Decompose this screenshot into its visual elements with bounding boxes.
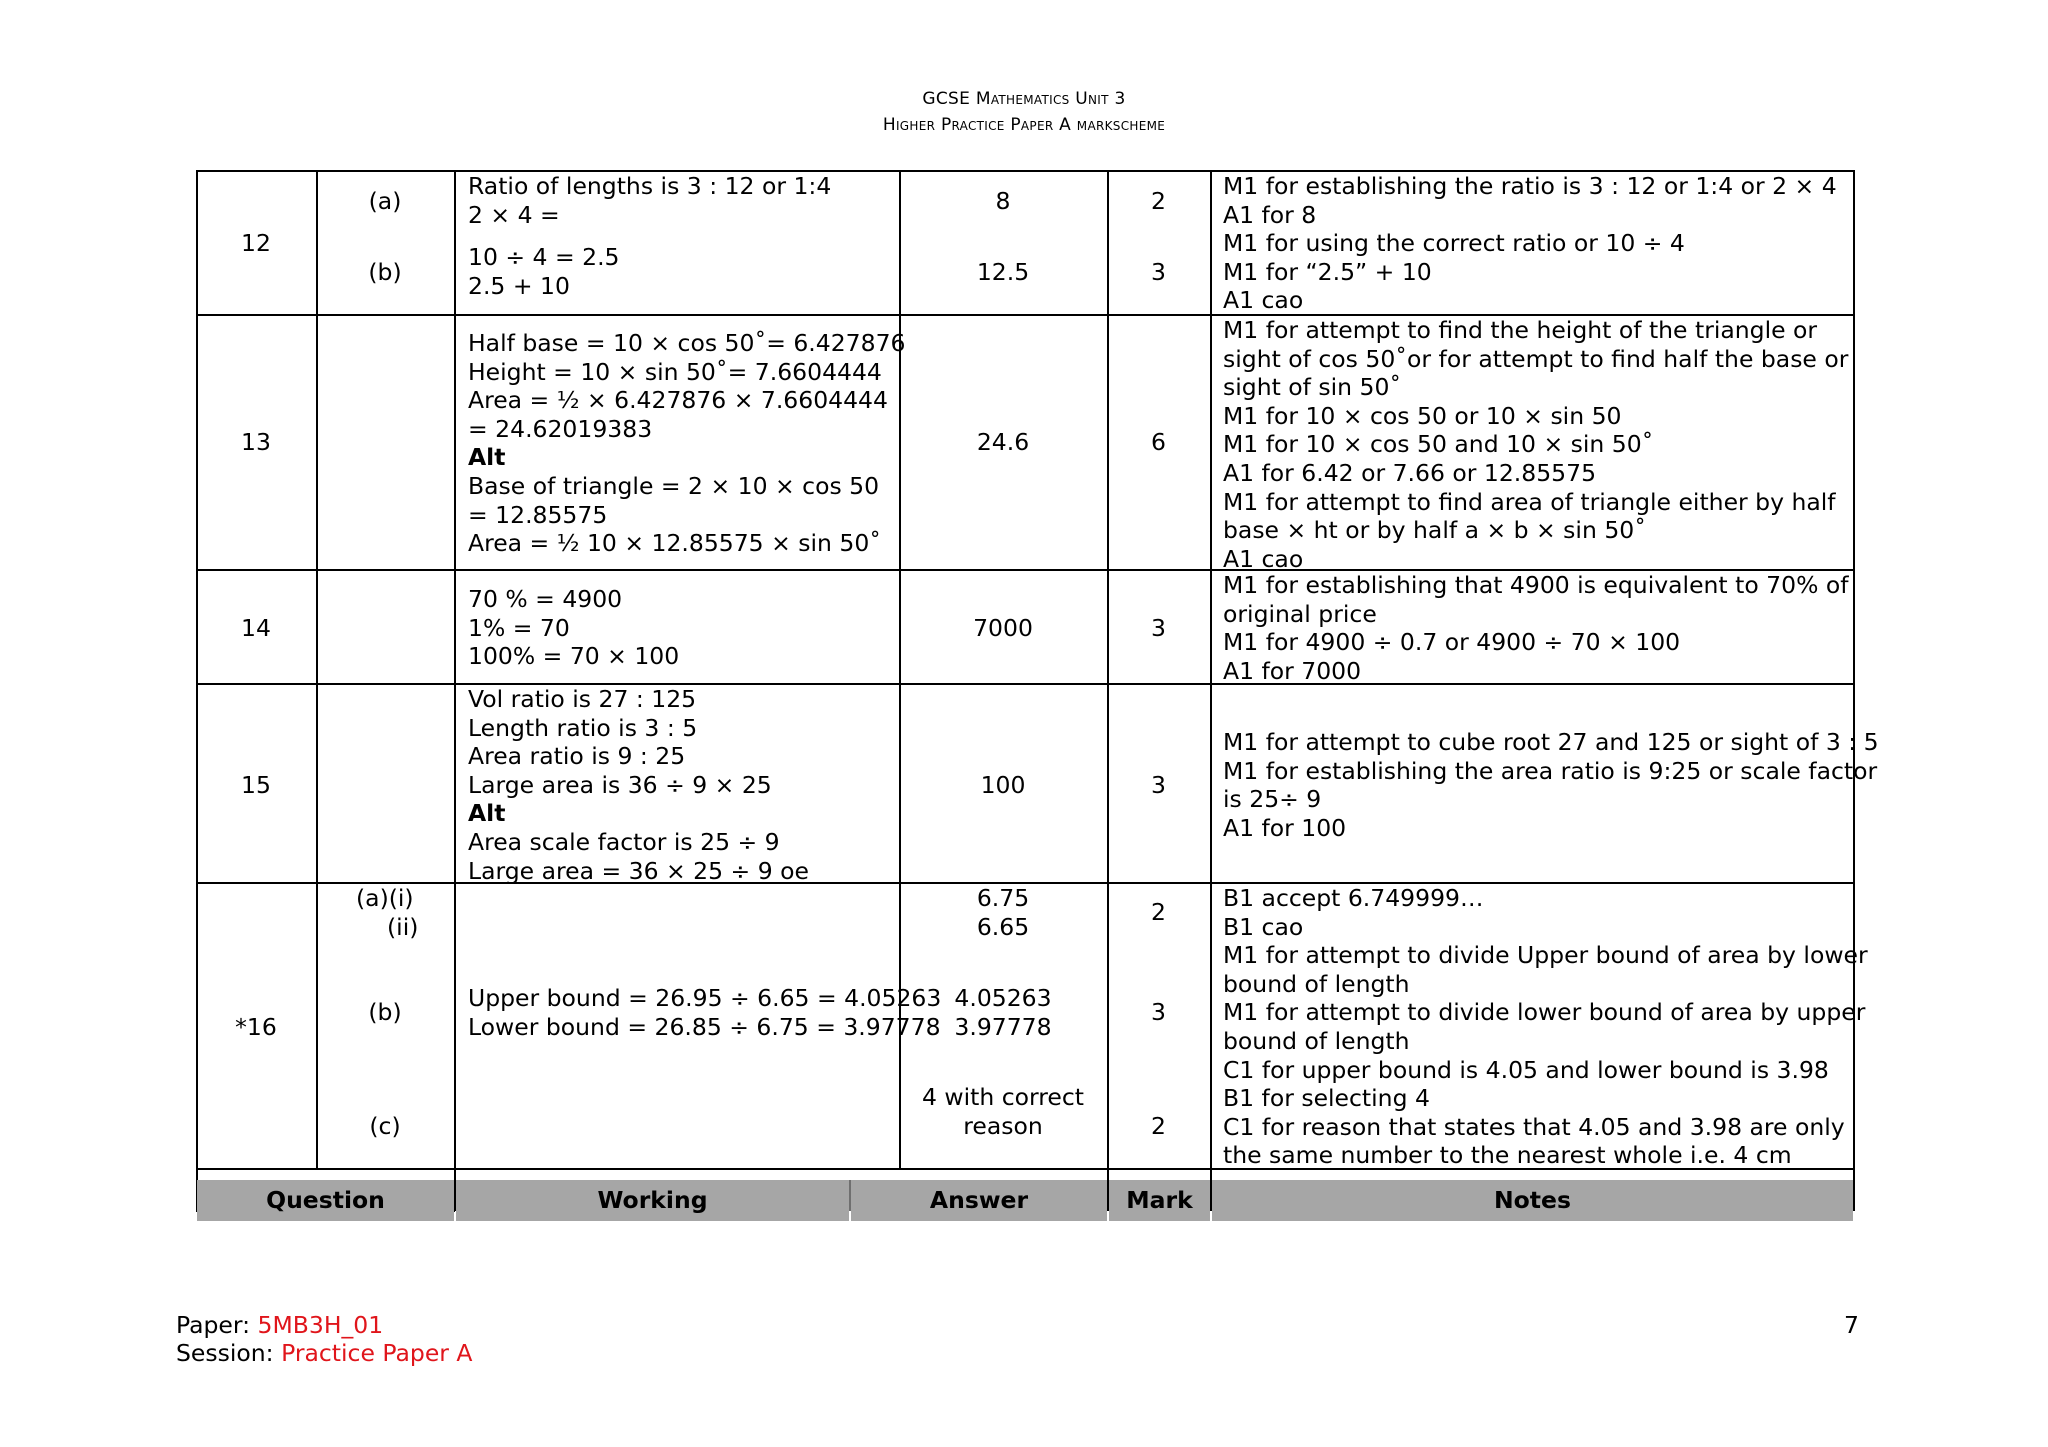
question-number: 13 [241, 428, 271, 456]
column-header-question: Question [197, 1180, 454, 1221]
column-header-working: Working [456, 1180, 849, 1221]
question-part: (b) [368, 998, 402, 1026]
notes-text: M1 for attempt to cube root 27 and 125 or sight of 3 : 5 M1 for establishing the area ratio is 9:25 or scale factor is 25÷ 9 A1 for 100 [1223, 728, 1879, 842]
question-number: 15 [241, 771, 271, 799]
mark-value: 2 [1151, 1112, 1166, 1140]
header-title-line1: GCSE Mathematics Unit 3 [922, 89, 1126, 109]
page-number: 7 [1844, 1311, 1859, 1339]
working-text: 70 % = 4900 1% = 70 100% = 70 × 100 [468, 585, 680, 671]
answer-value: 8 [995, 187, 1011, 215]
notes-text: M1 for establishing that 4900 is equivalent to 70% of original price M1 for 4900 ÷ 0.7 or 4900 ÷ 70 × 100 A1 for 7000 [1223, 571, 1849, 685]
col-divider [1107, 170, 1109, 1211]
col-divider [454, 170, 456, 1211]
working-text: Vol ratio is 27 : 125 Length ratio is 3 : 5 Area ratio is 9 : 25 Large area is 36 ÷ 9 × 25 Alt Area scale factor is 25 ÷ 9 Large area = 36 × 25 ÷ 9 oe [468, 685, 809, 885]
footer-session [176, 1339, 473, 1367]
col-divider [196, 170, 198, 1211]
column-header-notes: Notes [1212, 1180, 1853, 1221]
footer-session-value: Practice Paper A [281, 1339, 473, 1367]
question-part: (a)(i) [356, 884, 414, 912]
column-header-answer: Answer [851, 1180, 1107, 1221]
mark-value: 3 [1151, 998, 1166, 1026]
question-number: *16 [235, 1013, 277, 1041]
answer-value: 24.6 [976, 428, 1030, 456]
answer-value: 7000 [973, 614, 1033, 642]
working-text: Half base = 10 × cos 50˚= 6.427876 Height = 10 × sin 50˚= 7.6604444 Area = ½ × 6.427876 × 7.6604444 = 24.62019383 Alt Base of triangle = 2 × 10 × cos 50 = 12.85575 Area = ½ 10 × 12.85575 × sin 50˚ [468, 329, 906, 558]
col-divider [1210, 170, 1212, 1211]
footer-session-label: Session: [176, 1339, 282, 1367]
working-text: Ratio of lengths is 3 : 12 or 1:4 2 × 4 = [468, 172, 832, 229]
answer-value: 6.75 6.65 [976, 884, 1030, 941]
working-text: Upper bound = 26.95 ÷ 6.65 = 4.05263 Lower bound = 26.85 ÷ 6.75 = 3.97778 [468, 984, 942, 1041]
question-part: (ii) [387, 913, 419, 941]
notes-text: M1 for attempt to find the height of the triangle or sight of cos 50˚or for attempt to find half the base or sight of sin 50˚ M1 for 10 × cos 50 or 10 × sin 50 M1 for 10 × cos 50 and 10 × sin 50˚ A1 for 6.42 or 7.66 or 12.85575 M1 for attempt to find area of triangle either by half base × ht or by half a × b × sin 50˚ A1 cao [1223, 316, 1849, 573]
footer-paper-label: Paper: [176, 1311, 258, 1339]
question-part: (b) [368, 258, 402, 286]
mark-value: 3 [1151, 771, 1166, 799]
question-number: 14 [241, 614, 271, 642]
answer-value: 100 [980, 771, 1026, 799]
header-divider [849, 1180, 851, 1211]
mark-value: 2 [1151, 187, 1166, 215]
mark-value: 2 [1151, 898, 1166, 926]
question-number: 12 [241, 229, 271, 257]
answer-value: 4.05263 3.97778 [954, 984, 1052, 1041]
footer-paper-code: 5MB3H_01 [257, 1311, 384, 1339]
mark-value: 6 [1151, 428, 1166, 456]
question-part: (c) [369, 1112, 401, 1140]
footer-paper [176, 1311, 383, 1339]
answer-value: 12.5 [976, 258, 1030, 286]
header-title-line2: Higher Practice Paper A markscheme [882, 115, 1166, 135]
document-header [0, 86, 2048, 138]
notes-text: M1 for establishing the ratio is 3 : 12 or 1:4 or 2 × 4 A1 for 8 M1 for using the correct ratio or 10 ÷ 4 M1 for “2.5” + 10 A1 cao [1223, 172, 1837, 315]
question-part: (a) [368, 187, 402, 215]
column-header-mark: Mark [1109, 1180, 1210, 1221]
answer-value: 4 with correct reason [921, 1083, 1085, 1140]
notes-text: B1 accept 6.749999… B1 cao M1 for attempt to divide Upper bound of area by lower bound of length M1 for attempt to divide lower bound of area by upper bound of length C1 for upper bound is 4.05 and lower bound is 3.98 B1 for selecting 4 C1 for reason that states that 4.05 and 3.98 are only the same number to the nearest whole i.e. 4 cm [1223, 884, 1868, 1170]
mark-value: 3 [1151, 258, 1166, 286]
mark-value: 3 [1151, 614, 1166, 642]
working-text: 10 ÷ 4 = 2.5 2.5 + 10 [468, 243, 620, 300]
